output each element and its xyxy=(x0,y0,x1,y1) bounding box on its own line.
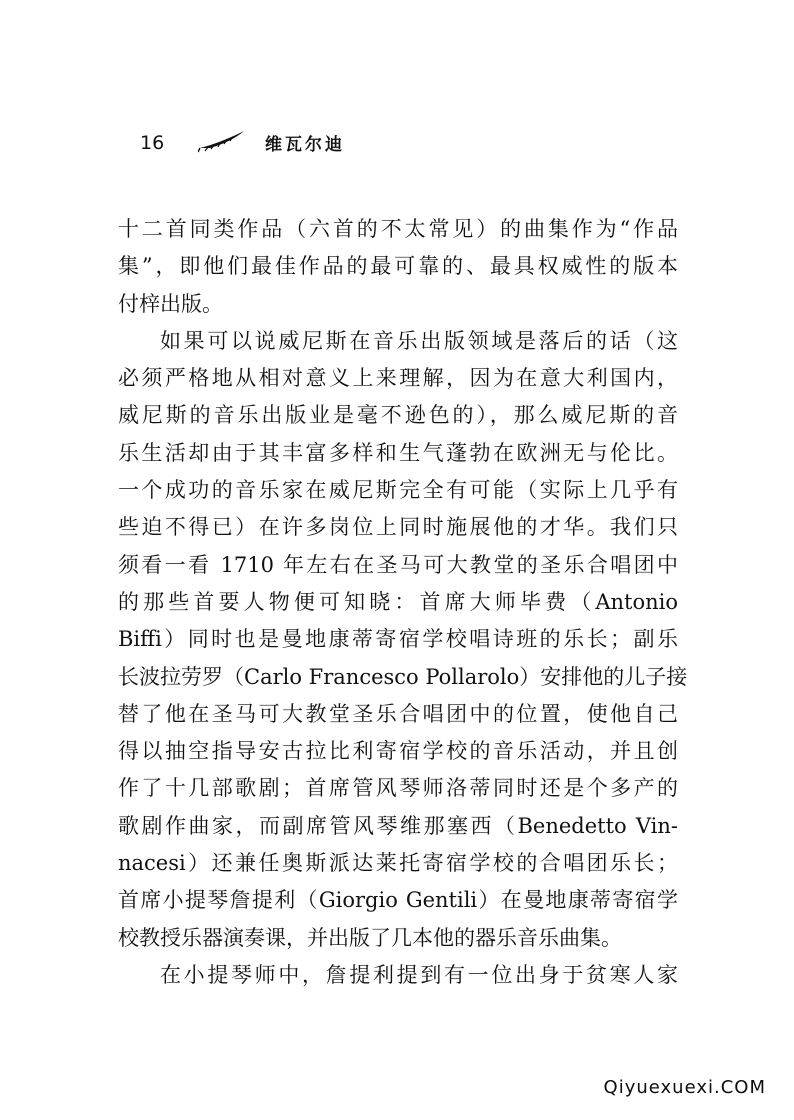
text-line: Biffi）同时也是曼地康蒂寄宿学校唱诗班的乐长；副乐 xyxy=(118,627,678,652)
watermark xyxy=(604,1077,766,1098)
text-line: 歌剧作曲家，而副席管风琴维那塞西（Benedetto Vin- xyxy=(118,813,678,838)
text-line: 集”，即他们最佳作品的最可靠的、最具权威性的版本 xyxy=(118,254,678,279)
text-line: 一个成功的音乐家在威尼斯完全有可能（实际上几乎有 xyxy=(118,478,678,503)
page-header xyxy=(0,128,794,162)
text-line: 的那些首要人物便可知晓：首席大师毕费（Antonio xyxy=(118,589,678,614)
body-text xyxy=(118,211,688,994)
text-line: 乐生活却由于其丰富多样和生气蓬勃在欧洲无与伦比。 xyxy=(118,440,678,465)
text-line: 须看一看 1710 年左右在圣马可大教堂的圣乐合唱团中 xyxy=(118,552,678,577)
text-line: 十二首同类作品（六首的不太常见）的曲集作为“作品 xyxy=(118,217,678,241)
text-line: 首席小提琴詹提利（Giorgio Gentili）在曼地康蒂寄宿学 xyxy=(118,888,678,913)
text-line: 替了他在圣马可大教堂圣乐合唱团中的位置，使他自己 xyxy=(118,701,678,726)
text-line: 在小提琴师中，詹提利提到有一位出身于贫寒人家 xyxy=(160,962,678,987)
text-line: 必须严格地从相对意义上来理解，因为在意大利国内， xyxy=(118,366,678,391)
text-line: 作了十几部歌剧；首席管风琴师洛蒂同时还是个多产的 xyxy=(118,776,678,801)
text-line: 校教授乐器演奏课，并出版了几本他的器乐音乐曲集。 xyxy=(118,925,622,950)
paragraph xyxy=(118,323,688,957)
text-line: nacesi）还兼任奥斯派达莱托寄宿学校的合唱团乐长； xyxy=(118,851,678,876)
text-line: 长波拉劳罗（Carlo Francesco Pollarolo）安排他的儿子接 xyxy=(118,664,688,689)
text-line: 付梓出版。 xyxy=(118,291,223,316)
paragraph xyxy=(118,211,678,323)
page-number: 16 xyxy=(140,132,165,154)
running-title: 维瓦尔迪 xyxy=(265,135,345,155)
paragraph xyxy=(118,957,678,994)
quill-ornament-icon xyxy=(198,128,248,154)
text-line: 如果可以说威尼斯在音乐出版领域是落后的话（这 xyxy=(160,328,678,353)
text-line: 得以抽空指导安古拉比利寄宿学校的音乐活动，并且创 xyxy=(118,739,678,764)
watermark-text: Qiyuexuexi.COM xyxy=(603,1077,766,1098)
text-line: 威尼斯的音乐出版业是毫不逊色的），那么威尼斯的音 xyxy=(118,403,678,428)
text-line: 些迫不得已）在许多岗位上同时施展他的才华。我们只 xyxy=(118,515,678,540)
